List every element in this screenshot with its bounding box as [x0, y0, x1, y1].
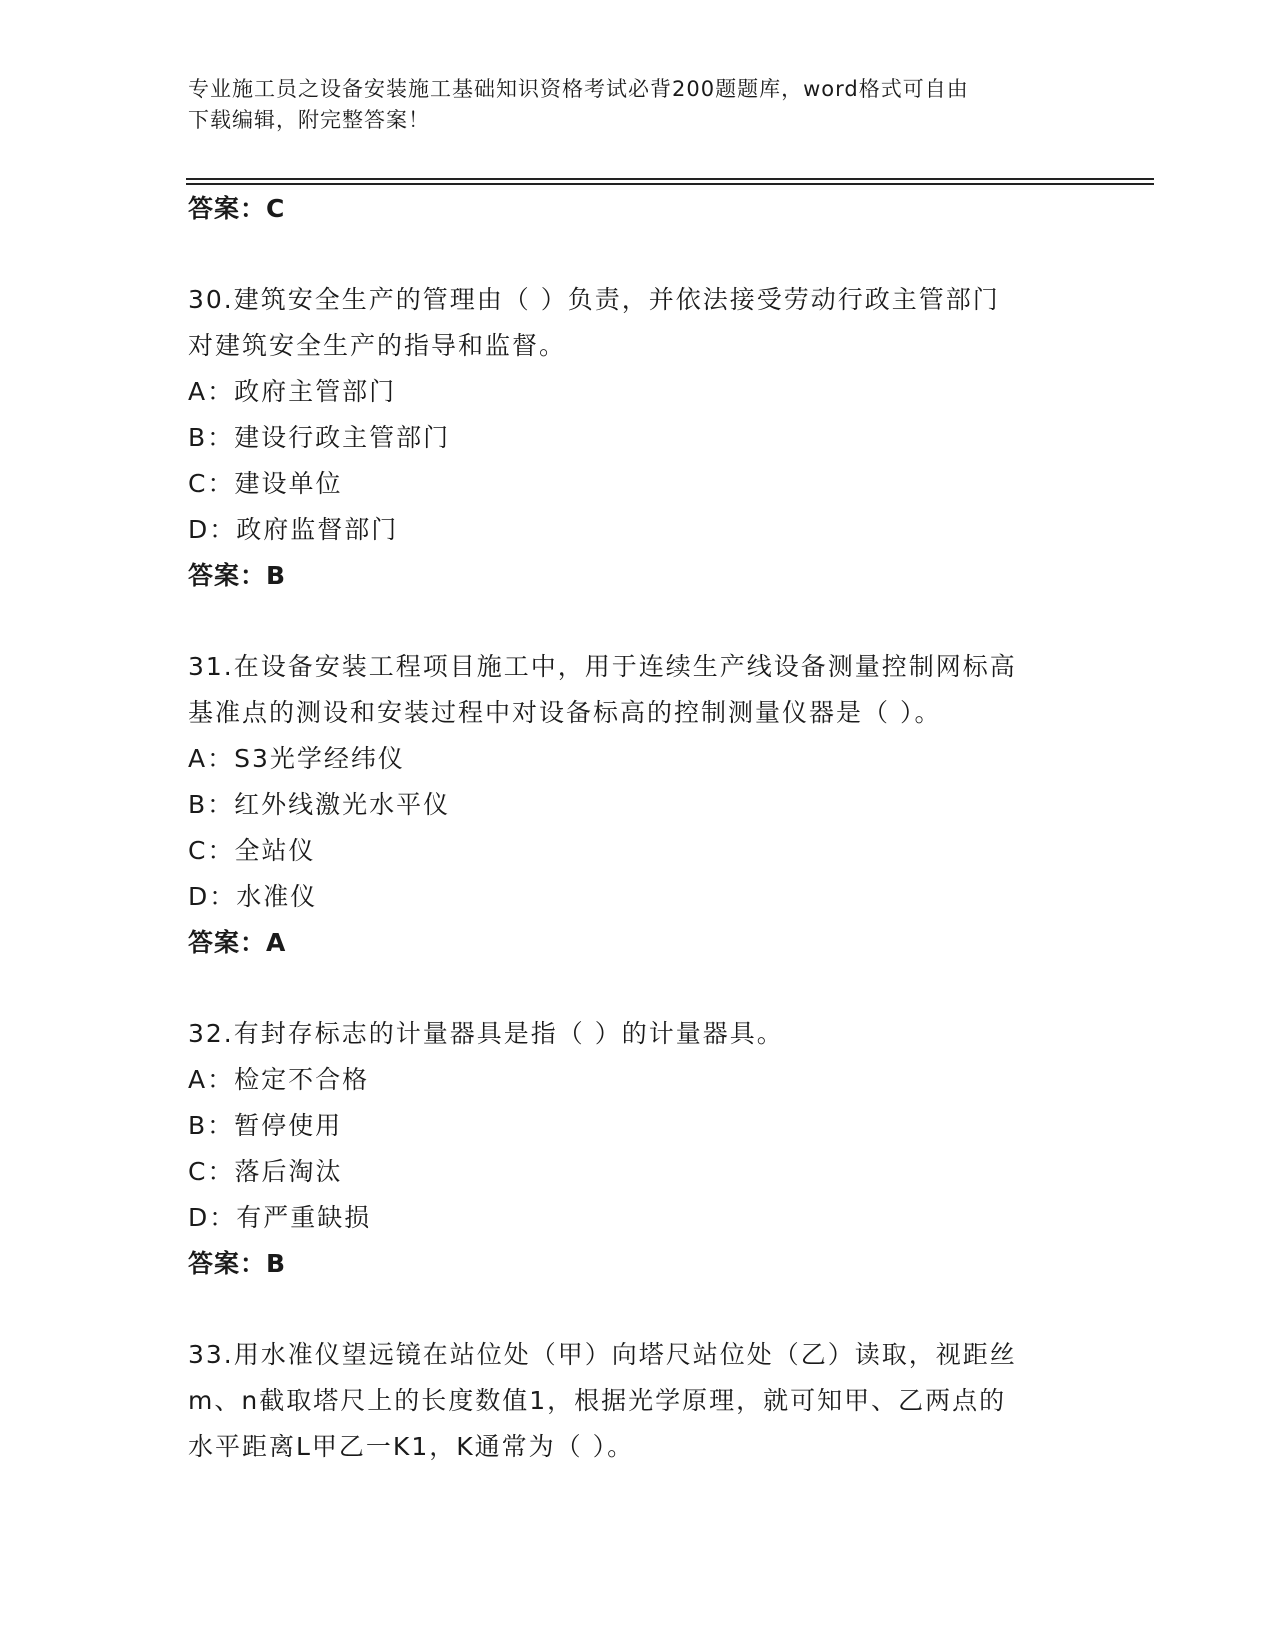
- option-a: A：S3光学经纬仪: [188, 744, 405, 773]
- question-stem-line: 32.有封存标志的计量器具是指（ ）的计量器具。: [188, 1019, 784, 1048]
- option-a: A：政府主管部门: [188, 377, 397, 406]
- header-line-2: 下载编辑，附完整答案！: [188, 108, 430, 132]
- document-header: [188, 74, 1088, 136]
- question-30: [188, 277, 1088, 599]
- answer-previous: 答案：C: [188, 194, 286, 223]
- question-list: [188, 186, 1088, 1470]
- option-b: B：建设行政主管部门: [188, 423, 451, 452]
- answer: 答案：B: [188, 561, 287, 590]
- option-d: D：政府监督部门: [188, 515, 399, 544]
- answer: 答案：A: [188, 928, 287, 957]
- question-31: [188, 644, 1088, 966]
- question-stem-line: 31.在设备安装工程项目施工中，用于连续生产线设备测量控制网标高: [188, 652, 1017, 681]
- question-stem-line: 33.用水准仪望远镜在站位处（甲）向塔尺站位处（乙）读取，视距丝: [188, 1340, 1017, 1369]
- answer: 答案：B: [188, 1249, 287, 1278]
- question-stem-line: m、n截取塔尺上的长度数值1，根据光学原理，就可知甲、乙两点的: [188, 1386, 1007, 1415]
- header-line-1: 专业施工员之设备安装施工基础知识资格考试必背200题题库，word格式可自由: [188, 77, 969, 101]
- question-stem-line: 对建筑安全生产的指导和监督。: [188, 331, 567, 360]
- option-d: D：水准仪: [188, 882, 318, 911]
- option-b: B：红外线激光水平仪: [188, 790, 451, 819]
- option-c: C：建设单位: [188, 469, 343, 498]
- question-32: [188, 1011, 1088, 1287]
- question-stem-line: 30.建筑安全生产的管理由（ ）负责，并依法接受劳动行政主管部门: [188, 285, 1000, 314]
- header-divider-top: [186, 178, 1154, 180]
- question-stem-line: 水平距离L甲乙一K1，K通常为（ ）。: [188, 1432, 635, 1461]
- option-c: C：落后淘汰: [188, 1157, 343, 1186]
- option-a: A：检定不合格: [188, 1065, 370, 1094]
- header-divider-bottom: [186, 183, 1154, 185]
- option-b: B：暂停使用: [188, 1111, 343, 1140]
- option-c: C：全站仪: [188, 836, 316, 865]
- question-33: [188, 1332, 1088, 1470]
- question-stem-line: 基准点的测设和安装过程中对设备标高的控制测量仪器是（ ）。: [188, 698, 942, 727]
- option-d: D：有严重缺损: [188, 1203, 372, 1232]
